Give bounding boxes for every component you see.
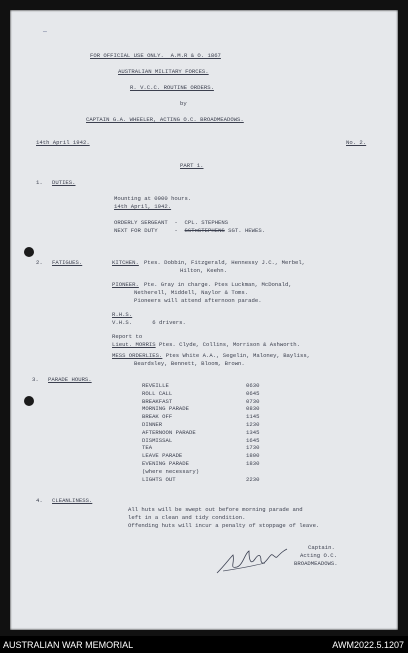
parade-hours-label: EVENING PARADE — [142, 460, 189, 467]
parade-hours-time: 1730 — [246, 444, 260, 452]
sign-unit: BROADMEADOWS. — [294, 560, 338, 567]
pioneer-line-3: Pioneers will attend afternoon parade. — [134, 297, 262, 304]
mess-line-1: MESS ORDERLIES. Ptes White A.A., Segelin, Maloney, Bayliss, — [112, 352, 311, 359]
parade-hours-time: 0830 — [246, 405, 260, 413]
parade-hours-label: DINNER — [142, 421, 163, 428]
parade-hours-label: AFTERNOON PARADE — [142, 428, 196, 436]
parade-hours-time: 1800 — [246, 452, 260, 460]
parade-hours-label: (where necessary) — [142, 467, 200, 475]
report-to: Report to — [112, 333, 143, 340]
parade-hours-label: MORNING PARADE — [142, 405, 189, 413]
pioneer-line-2: Netherell, Middell, Naylor & Toms. — [134, 289, 249, 296]
parade-hours-label: LEAVE PARADE — [142, 452, 183, 460]
parade-hours-label: LIGHTS OUT — [142, 475, 176, 483]
header-line-3: R. V.C.C. ROUTINE ORDERS. — [130, 84, 214, 91]
pencil-mark: ▔ — [43, 32, 47, 38]
section-3-number: 3. — [32, 376, 39, 383]
cleanliness-line-3: Offending huts will incur a penalty of stoppage of leave. — [128, 522, 320, 529]
order-number: No. 2. — [346, 139, 367, 146]
order-date: 14th April 1942. — [36, 139, 90, 146]
section-3-title: PARADE HOURS. — [48, 376, 92, 383]
parade-hours-label: ROLL CALL — [142, 389, 173, 397]
sign-rank: Captain. — [308, 544, 335, 551]
duties-line-4: NEXT FOR DUTY - SGTxSTEPHENS SGT. HEWES. — [114, 227, 266, 234]
punch-hole-top — [24, 247, 34, 257]
pioneer-label: PIONEER. — [112, 281, 139, 288]
handwritten-signature — [215, 545, 290, 577]
parade-hours-time: 1230 — [246, 421, 260, 428]
footer-bar — [0, 636, 408, 653]
duties-line-3: ORDERLY SERGEANT - CPL. STEPHENS — [114, 219, 229, 226]
pioneer-line-1: Pte. Gray in charge. Ptes Luckman, McDonald, — [144, 281, 292, 288]
kitchen-label: KITCHEN. — [112, 259, 139, 266]
lieut-line: Lieut. MORRIS Ptes. Clyde, Collins, Morrison & Ashworth. — [112, 341, 300, 348]
mess-line-2: Beardsley, Bennett, Bloom, Brown. — [134, 360, 245, 367]
parade-hours-label: DISMISSAL — [142, 436, 173, 444]
parade-hours-time: 1345 — [246, 428, 260, 436]
header-line-1: FOR OFFICIAL USE ONLY. A.M.R & O. 1867 — [90, 52, 221, 59]
kitchen-line-1: Ptes. Dobbin, Fitzgerald, Hennessy J.C., Merbel, — [144, 259, 306, 266]
parade-hours-time: 1645 — [246, 436, 260, 444]
rhs-label: R.H.S. — [112, 311, 133, 318]
section-4-number: 4. — [36, 497, 43, 504]
punch-hole-bottom — [24, 396, 34, 406]
vhs-line: V.H.S. 6 drivers. — [112, 319, 186, 326]
section-4-title: CLEANLINESS. — [52, 497, 93, 504]
duties-line-2: 14th April, 1942. — [114, 203, 172, 210]
cleanliness-line-1: All huts will be swept out before morning parade and — [128, 506, 303, 513]
parade-hours-label: BREAK OFF — [142, 413, 173, 421]
parade-hours-time: 0730 — [246, 397, 260, 405]
parade-hours-label: TEA — [142, 444, 153, 452]
section-1-title: DUTIES. — [52, 179, 76, 186]
parade-hours-time: 0630 — [246, 382, 260, 389]
parade-hours-time: 1830 — [246, 460, 260, 467]
part-heading: PART 1. — [180, 162, 204, 169]
section-2-number: 2. — [36, 259, 43, 266]
section-2-title: FATIGUES. — [52, 259, 83, 266]
parade-hours-time: 2230 — [246, 475, 260, 483]
footer-accession: AWM2022.5.1207 — [332, 640, 404, 650]
header-line-5: CAPTAIN G.A. WHEELER, ACTING O.C. BROADMEADOWS. — [86, 116, 244, 123]
sign-title: Acting O.C. — [300, 552, 337, 559]
header-line-2: AUSTRALIAN MILITARY FORCES. — [118, 68, 209, 75]
footer-institution: AUSTRALIAN WAR MEMORIAL — [3, 640, 134, 650]
section-1-number: 1. — [36, 179, 43, 186]
cleanliness-line-2: left in a clean and tidy condition. — [128, 514, 246, 521]
parade-hours-time: 0645 — [246, 389, 260, 397]
header-line-4: by — [180, 100, 187, 107]
parade-hours-time: 1145 — [246, 413, 260, 421]
duties-line-1: Mounting at 0900 hours. — [114, 195, 192, 202]
kitchen-line-2: Hilton, Keehn. — [180, 267, 227, 274]
parade-hours-label: REVEILLE — [142, 382, 169, 389]
document-page — [10, 10, 398, 630]
parade-hours-label: BREAKFAST — [142, 397, 173, 405]
